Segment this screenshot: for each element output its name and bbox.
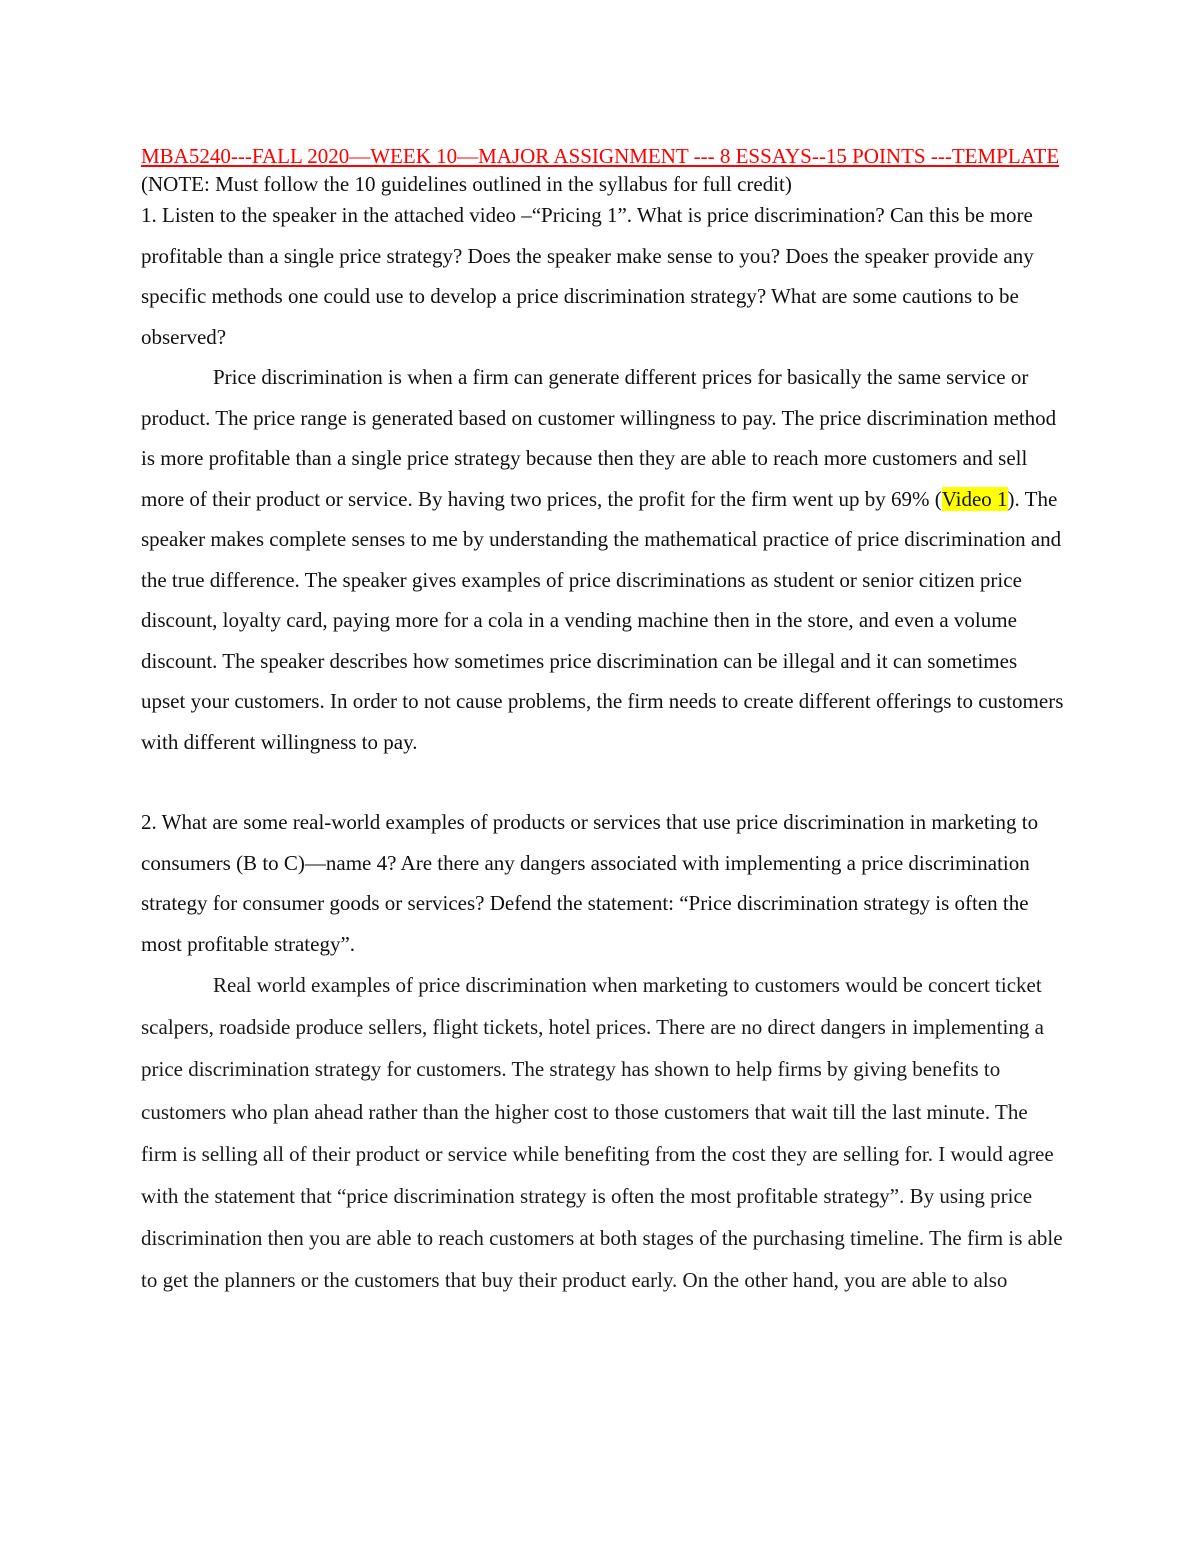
assignment-note: (NOTE: Must follow the 10 guidelines outlined in the syllabus for full credit): [141, 172, 792, 196]
answer-2: Real world examples of price discrimination when marketing to customers would be concert ticket scalpers, roadside produce sellers, flight tickets, hotel prices. There are no direct dangers in implementing a price discrimination strategy for customers. The strategy has shown to help firms by giving benefits to customers who plan ahead rather than the higher cost to those customers that wait till the last minute. The firm is selling all of their product or service while benefiting from the cost they are selling for. I would agree with the statement that “price discrimination strategy is often the most profitable strategy”. By using price discrimination then you are able to reach customers at both stages of the purchasing timeline. The firm is able to get the planners or the customers that buy their product early. On the other hand, you are able to also: [141, 973, 1063, 1293]
video-citation-highlight: Video 1: [941, 486, 1008, 511]
document-page: [141, 143, 1066, 1302]
assignment-title: MBA5240---FALL 2020—WEEK 10—MAJOR ASSIGNMENT --- 8 ESSAYS--15 POINTS ---TEMPLATE: [141, 144, 1060, 168]
answer-1-text-b: ). The speaker makes complete senses to me by understanding the mathematical practice of price discrimination and the true difference. The speaker gives examples of price discriminations as student or senior citizen price discount, loyalty card, paying more for a cola in a vending machine then in the store, and even a volume discount. The speaker describes how sometimes price discrimination can be illegal and it can sometimes upset your customers. In order to not cause problems, the firm needs to create different offerings to customers with different willingness to pay.: [141, 486, 1064, 754]
answer-1-text-a: Price discrimination is when a firm can generate different prices for basically the same service or product. The price range is generated based on customer willingness to pay. The price discrimination method is more profitable than a single price strategy because then they are able to reach more customers and sell more of their product or service. By having two prices, the profit for the firm went up by 69% (: [141, 365, 1057, 511]
answer-1: [141, 357, 1066, 762]
paragraph-spacer: [141, 762, 1066, 802]
question-2: 2. What are some real-world examples of products or services that use price discrimination in marketing to consumers (B to C)—name 4? Are there any dangers associated with implementing a price discrimination strategy for consumer goods or services? Defend the statement: “Price discrimination strategy is often the most profitable strategy”.: [141, 810, 1039, 956]
question-1: 1. Listen to the speaker in the attached video –“Pricing 1”. What is price discrimination? Can this be more profitable than a single price strategy? Does the speaker make sense to you? Does the speaker provide any specific methods one could use to develop a price discrimination strategy? What are some cautions to be observed?: [141, 203, 1034, 349]
